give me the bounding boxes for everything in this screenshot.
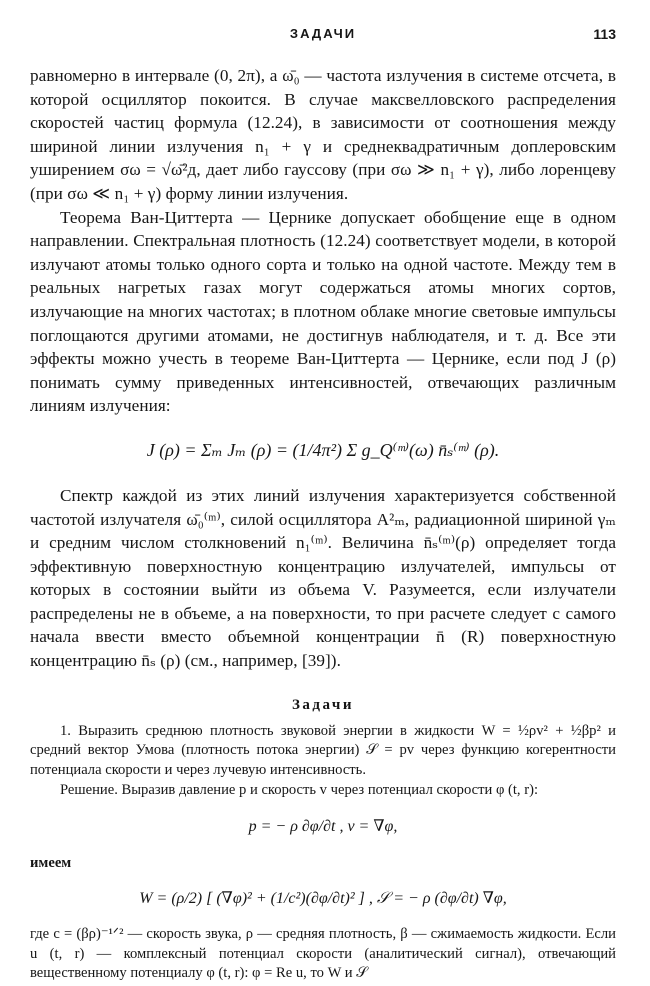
formula-main: J (ρ) = Σₘ Jₘ (ρ) = (1/4π²) Σ g_Q⁽ᵐ⁾(ω) n̄ₛ⁽ᵐ⁾ (ρ). <box>146 439 500 460</box>
paragraph-3: Спектр каждой из этих линий излучения характеризуется собственной частотой излучателя ω̄₀⁽ᵐ⁾, силой осциллятора A²ₘ, радиационной шириной γₘ и средним числом столкновений n₁⁽ᵐ⁾. Величина n̄ₛ⁽ᵐ⁾(ρ) определяет тогда эффективную поверхностную концентрацию излучателей, импульсы от которых в состоянии выйти из объема V. Разумеется, если излучатели распределены не в объеме, а на поверхности, то при расчете следует с самого начала ввести вместо объемной концентрации n̄ (R) поверхностную концентрацию n̄ₛ (ρ) (см., например, [39]). <box>30 485 616 671</box>
page-header <box>30 26 616 50</box>
formula-energy: W = (ρ/2) [ (∇φ)² + (1/c²)(∂φ/∂t)² ] , 𝒮 = − ρ (∂φ/∂t) ∇φ, <box>139 889 507 907</box>
closing-text: где c = (βρ)⁻¹ᐟ² — скорость звука, ρ — средняя плотность, β — сжимаемость жидкости. Если u (t, r) — комплексный потенциал скорости (аналитический сигнал), отвечающий вещественному потенциалу φ (t, r): φ = Re u, то W и 𝒮 <box>30 925 616 982</box>
section-title: Задачи <box>291 696 354 713</box>
formula-pressure-velocity: p = − ρ ∂φ/∂t , v = ∇φ, <box>248 817 398 835</box>
page-body <box>30 64 616 984</box>
page-number: 113 <box>593 26 616 42</box>
running-head: ЗАДАЧИ <box>289 26 357 41</box>
paragraph-2: Теорема Ван-Циттерта — Цернике допускает обобщение еще в одном направлении. Спектральная плотность (12.24) соответствует модели, в которой излучают атомы только одного сорта и только на одной частоте. Между тем в реальных нагретых газах могут содержаться атомы многих сортов, излучающие на многих частотах; в плотном облаке многие световые импульсы поглощаются другими атомами, не достигнув наблюдателя, и т. д. Все эти эффекты можно учесть в теореме Ван-Циттерта — Цернике, если под J (ρ) понимать сумму приведенных интенсивностей, отвечающих различным линиям излучения: <box>30 207 616 416</box>
problem-text: 1. Выразить среднюю плотность звуковой энергии в жидкости W = ½ρv² + ½βp² и средний вектор Умова (плотность потока энергии) 𝒮 = pv через функцию когерентности потенциала скорости и через лучевую интенсивность. <box>30 722 616 779</box>
label-have: имеем <box>30 854 72 871</box>
solution-intro: Решение. Выразив давление p и скорость v через потенциал скорости φ (t, r): <box>60 782 539 799</box>
paragraph-1: равномерно в интервале (0, 2π), а ω̄₀ — частота излучения в системе отсчета, в которой осциллятор покоится. В случае максвелловского распределения скоростей частиц формула (12.24), в зависимости от соотношения между шириной линии излучения n₁ + γ и среднеквадратичным доплеровским уширением σω = √ω̄²д, дает либо гауссову (при σω ≫ n₁ + γ), либо лоренцеву (при σω ≪ n₁ + γ) форму линии излучения. <box>30 66 616 203</box>
